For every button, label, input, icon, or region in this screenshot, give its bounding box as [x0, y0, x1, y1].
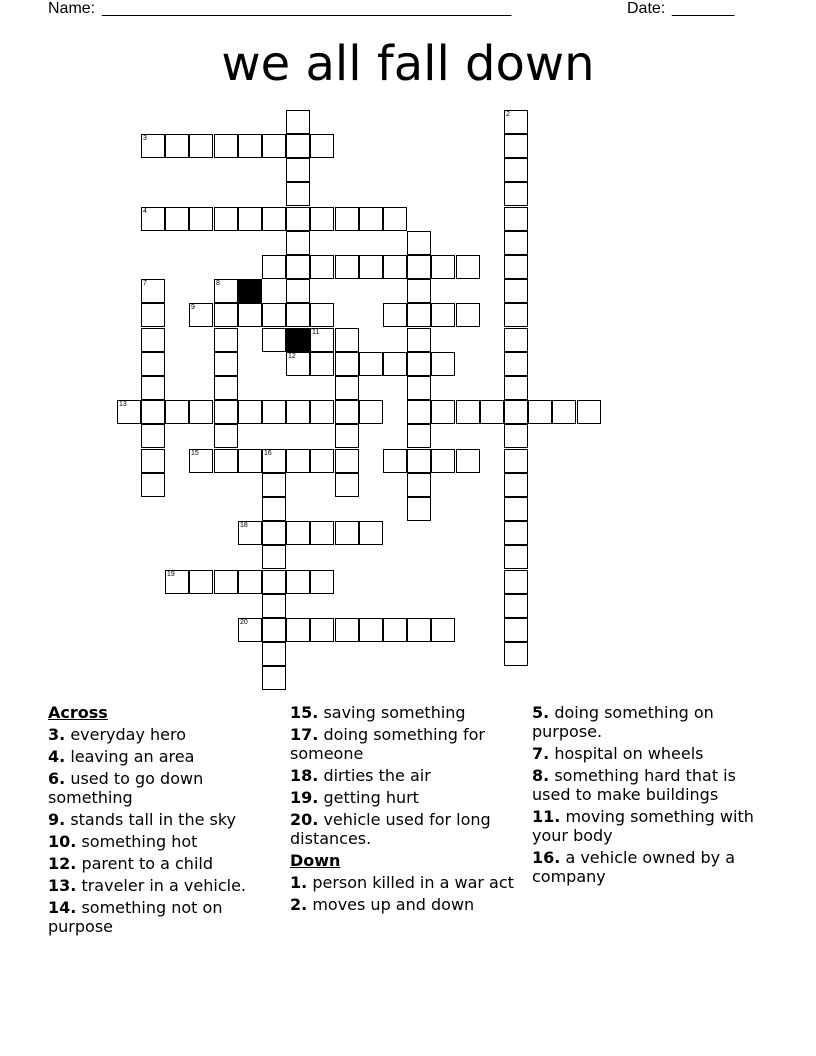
grid-cell[interactable] [359, 521, 383, 545]
clue-across-19: 19. getting hurt [290, 788, 419, 807]
grid-cell[interactable] [383, 449, 407, 473]
page-title: we all fall down [221, 36, 595, 92]
grid-cell[interactable] [310, 352, 334, 376]
grid-cell[interactable] [262, 207, 286, 231]
grid-cell[interactable] [262, 570, 286, 594]
grid-cell[interactable] [504, 545, 528, 569]
grid-cell[interactable] [141, 400, 165, 424]
clue-down-11: 11. moving something with your body [532, 807, 754, 845]
black-cell [238, 279, 262, 303]
grid-cell[interactable] [504, 255, 528, 279]
grid-cell[interactable] [286, 134, 310, 158]
grid-cell[interactable] [310, 134, 334, 158]
grid-cell[interactable] [286, 182, 310, 206]
grid-cell[interactable] [214, 207, 238, 231]
grid-cell[interactable] [262, 594, 286, 618]
grid-cell[interactable] [407, 400, 431, 424]
grid-cell[interactable] [262, 400, 286, 424]
grid-cell[interactable] [214, 328, 238, 352]
grid-cell[interactable] [407, 352, 431, 376]
grid-cell[interactable] [504, 376, 528, 400]
grid-cell[interactable] [286, 110, 310, 134]
grid-cell[interactable] [286, 255, 310, 279]
grid-cell[interactable] [504, 594, 528, 618]
grid-cell[interactable] [214, 449, 238, 473]
clue-number: 9 [191, 304, 195, 311]
grid-cell[interactable] [238, 570, 262, 594]
grid-cell[interactable] [310, 570, 334, 594]
clue-across-14: 14. something not on purpose [48, 898, 223, 936]
grid-cell[interactable] [504, 328, 528, 352]
grid-cell[interactable] [165, 400, 189, 424]
grid-cell[interactable] [359, 352, 383, 376]
clue-across-15: 15. saving something [290, 703, 466, 722]
grid-cell[interactable] [214, 424, 238, 448]
grid-cell[interactable] [286, 279, 310, 303]
grid-cell[interactable] [407, 376, 431, 400]
clue-down-8: 8. something hard that is used to make buildings [532, 766, 736, 804]
grid-cell[interactable] [504, 110, 528, 134]
clue-across-20: 20. vehicle used for long distances. [290, 810, 491, 848]
grid-cell[interactable] [286, 303, 310, 327]
grid-cell[interactable] [286, 207, 310, 231]
grid-cell[interactable] [189, 303, 213, 327]
clue-across-10: 10. something hot [48, 832, 198, 851]
grid-cell[interactable] [407, 424, 431, 448]
clue-number: 12 [288, 353, 296, 360]
grid-cell[interactable] [335, 449, 359, 473]
grid-cell[interactable] [504, 473, 528, 497]
grid-cell[interactable] [141, 376, 165, 400]
black-cell [286, 328, 310, 352]
grid-cell[interactable] [214, 279, 238, 303]
grid-cell[interactable] [335, 207, 359, 231]
grid-cell[interactable] [214, 303, 238, 327]
grid-cell[interactable] [431, 303, 455, 327]
grid-cell[interactable] [214, 376, 238, 400]
grid-cell[interactable] [335, 424, 359, 448]
grid-cell[interactable] [383, 618, 407, 642]
clue-column-3 [532, 703, 772, 889]
grid-cell[interactable] [383, 255, 407, 279]
grid-cell[interactable] [504, 134, 528, 158]
grid-cell[interactable] [310, 618, 334, 642]
grid-cell[interactable] [577, 400, 601, 424]
grid-cell[interactable] [286, 231, 310, 255]
grid-cell[interactable] [480, 400, 504, 424]
grid-cell[interactable] [431, 400, 455, 424]
grid-cell[interactable] [238, 521, 262, 545]
grid-cell[interactable] [141, 352, 165, 376]
grid-cell[interactable] [286, 400, 310, 424]
clue-column-2 [290, 703, 530, 917]
grid-cell[interactable] [335, 352, 359, 376]
grid-cell[interactable] [504, 449, 528, 473]
clue-across-18: 18. dirties the air [290, 766, 431, 785]
clue-down-7: 7. hospital on wheels [532, 744, 704, 763]
grid-cell[interactable] [310, 449, 334, 473]
grid-cell[interactable] [286, 158, 310, 182]
grid-cell[interactable] [238, 207, 262, 231]
grid-cell[interactable] [310, 207, 334, 231]
grid-cell[interactable] [431, 255, 455, 279]
grid-cell[interactable] [431, 449, 455, 473]
grid-cell[interactable] [262, 521, 286, 545]
name-field[interactable]: ______________________________________________ [102, 0, 512, 17]
clue-down-5: 5. doing something on purpose. [532, 703, 714, 741]
grid-cell[interactable] [238, 400, 262, 424]
grid-cell[interactable] [504, 570, 528, 594]
grid-cell[interactable] [310, 303, 334, 327]
grid-cell[interactable] [504, 618, 528, 642]
grid-cell[interactable] [335, 473, 359, 497]
grid-cell[interactable] [189, 570, 213, 594]
grid-cell[interactable] [383, 303, 407, 327]
grid-cell[interactable] [456, 255, 480, 279]
grid-cell[interactable] [407, 618, 431, 642]
grid-cell[interactable] [141, 473, 165, 497]
clue-number: 4 [143, 208, 147, 215]
clue-down-2: 2. moves up and down [290, 895, 475, 914]
grid-cell[interactable] [552, 400, 576, 424]
grid-cell[interactable] [431, 618, 455, 642]
grid-cell[interactable] [359, 255, 383, 279]
clue-number: 2 [506, 111, 510, 118]
clue-number: 3 [143, 135, 147, 142]
grid-cell[interactable] [456, 303, 480, 327]
clue-number: 18 [240, 522, 248, 529]
grid-cell[interactable] [141, 207, 165, 231]
clue-across-3: 3. everyday hero [48, 725, 187, 744]
grid-cell[interactable] [407, 449, 431, 473]
clue-across-6: 6. used to go down something [48, 769, 204, 807]
clue-number: 8 [216, 280, 220, 287]
grid-cell[interactable] [262, 449, 286, 473]
grid-cell[interactable] [359, 400, 383, 424]
grid-cell[interactable] [407, 279, 431, 303]
grid-cell[interactable] [262, 255, 286, 279]
grid-cell[interactable] [504, 521, 528, 545]
grid-cell[interactable] [141, 328, 165, 352]
grid-cell[interactable] [141, 303, 165, 327]
grid-cell[interactable] [165, 207, 189, 231]
date-label: Date: [627, 0, 666, 17]
grid-cell[interactable] [262, 303, 286, 327]
grid-cell[interactable] [504, 303, 528, 327]
clue-across-4: 4. leaving an area [48, 747, 195, 766]
grid-cell[interactable] [456, 400, 480, 424]
grid-cell[interactable] [456, 449, 480, 473]
grid-cell[interactable] [504, 207, 528, 231]
clue-across-13: 13. traveler in a vehicle. [48, 876, 246, 895]
clue-number: 7 [143, 280, 147, 287]
grid-cell[interactable] [189, 449, 213, 473]
grid-cell[interactable] [504, 497, 528, 521]
grid-cell[interactable] [407, 473, 431, 497]
grid-cell[interactable] [407, 497, 431, 521]
clue-down-16: 16. a vehicle owned by a company [532, 848, 736, 886]
grid-cell[interactable] [310, 255, 334, 279]
grid-cell[interactable] [189, 134, 213, 158]
clue-number: 15 [191, 450, 199, 457]
grid-cell[interactable] [165, 134, 189, 158]
grid-cell[interactable] [286, 618, 310, 642]
grid-cell[interactable] [286, 352, 310, 376]
grid-cell[interactable] [504, 279, 528, 303]
grid-cell[interactable] [286, 570, 310, 594]
grid-cell[interactable] [359, 618, 383, 642]
grid-cell[interactable] [335, 255, 359, 279]
grid-cell[interactable] [310, 400, 334, 424]
grid-cell[interactable] [262, 642, 286, 666]
grid-cell[interactable] [335, 618, 359, 642]
clue-across-9: 9. stands tall in the sky [48, 810, 237, 829]
grid-cell[interactable] [504, 182, 528, 206]
clue-down-1: 1. person killed in a war act [290, 873, 514, 892]
grid-cell[interactable] [262, 497, 286, 521]
grid-cell[interactable] [165, 570, 189, 594]
grid-cell[interactable] [238, 449, 262, 473]
grid-cell[interactable] [214, 352, 238, 376]
name-label: Name: [48, 0, 96, 17]
clue-across-12: 12. parent to a child [48, 854, 213, 873]
across-heading: Across [48, 703, 108, 722]
clue-number: 13 [119, 401, 127, 408]
grid-cell[interactable] [407, 328, 431, 352]
clue-across-17: 17. doing something for someone [290, 725, 486, 763]
grid-cell[interactable] [189, 207, 213, 231]
grid-cell[interactable] [335, 376, 359, 400]
grid-cell[interactable] [528, 400, 552, 424]
grid-cell[interactable] [141, 279, 165, 303]
grid-cell[interactable] [504, 424, 528, 448]
grid-cell[interactable] [262, 666, 286, 690]
grid-cell[interactable] [286, 449, 310, 473]
grid-cell[interactable] [504, 400, 528, 424]
grid-cell[interactable] [117, 400, 141, 424]
grid-cell[interactable] [504, 352, 528, 376]
grid-cell[interactable] [504, 642, 528, 666]
grid-cell[interactable] [214, 570, 238, 594]
grid-cell[interactable] [262, 134, 286, 158]
clue-number: 19 [167, 571, 175, 578]
grid-cell[interactable] [504, 158, 528, 182]
grid-cell[interactable] [310, 328, 334, 352]
grid-cell[interactable] [214, 400, 238, 424]
grid-cell[interactable] [407, 303, 431, 327]
grid-cell[interactable] [504, 231, 528, 255]
down-heading: Down [290, 851, 341, 870]
grid-cell[interactable] [141, 449, 165, 473]
grid-cell[interactable] [262, 328, 286, 352]
grid-cell[interactable] [335, 328, 359, 352]
grid-cell[interactable] [238, 134, 262, 158]
clue-number: 16 [264, 450, 272, 457]
grid-cell[interactable] [407, 231, 431, 255]
grid-cell[interactable] [262, 618, 286, 642]
grid-cell[interactable] [383, 207, 407, 231]
grid-cell[interactable] [286, 521, 310, 545]
grid-cell[interactable] [310, 521, 334, 545]
grid-cell[interactable] [262, 473, 286, 497]
grid-cell[interactable] [141, 424, 165, 448]
grid-cell[interactable] [335, 521, 359, 545]
grid-cell[interactable] [359, 207, 383, 231]
clue-number: 20 [240, 619, 248, 626]
grid-cell[interactable] [335, 400, 359, 424]
grid-cell[interactable] [214, 134, 238, 158]
grid-cell[interactable] [189, 400, 213, 424]
grid-cell[interactable] [262, 545, 286, 569]
grid-cell[interactable] [141, 134, 165, 158]
date-field[interactable]: _______ [672, 0, 735, 17]
grid-cell[interactable] [238, 618, 262, 642]
grid-cell[interactable] [383, 352, 407, 376]
grid-cell[interactable] [407, 255, 431, 279]
clue-number: 11 [312, 329, 320, 336]
grid-cell[interactable] [431, 352, 455, 376]
clue-column-1 [48, 703, 288, 939]
grid-cell[interactable] [238, 303, 262, 327]
